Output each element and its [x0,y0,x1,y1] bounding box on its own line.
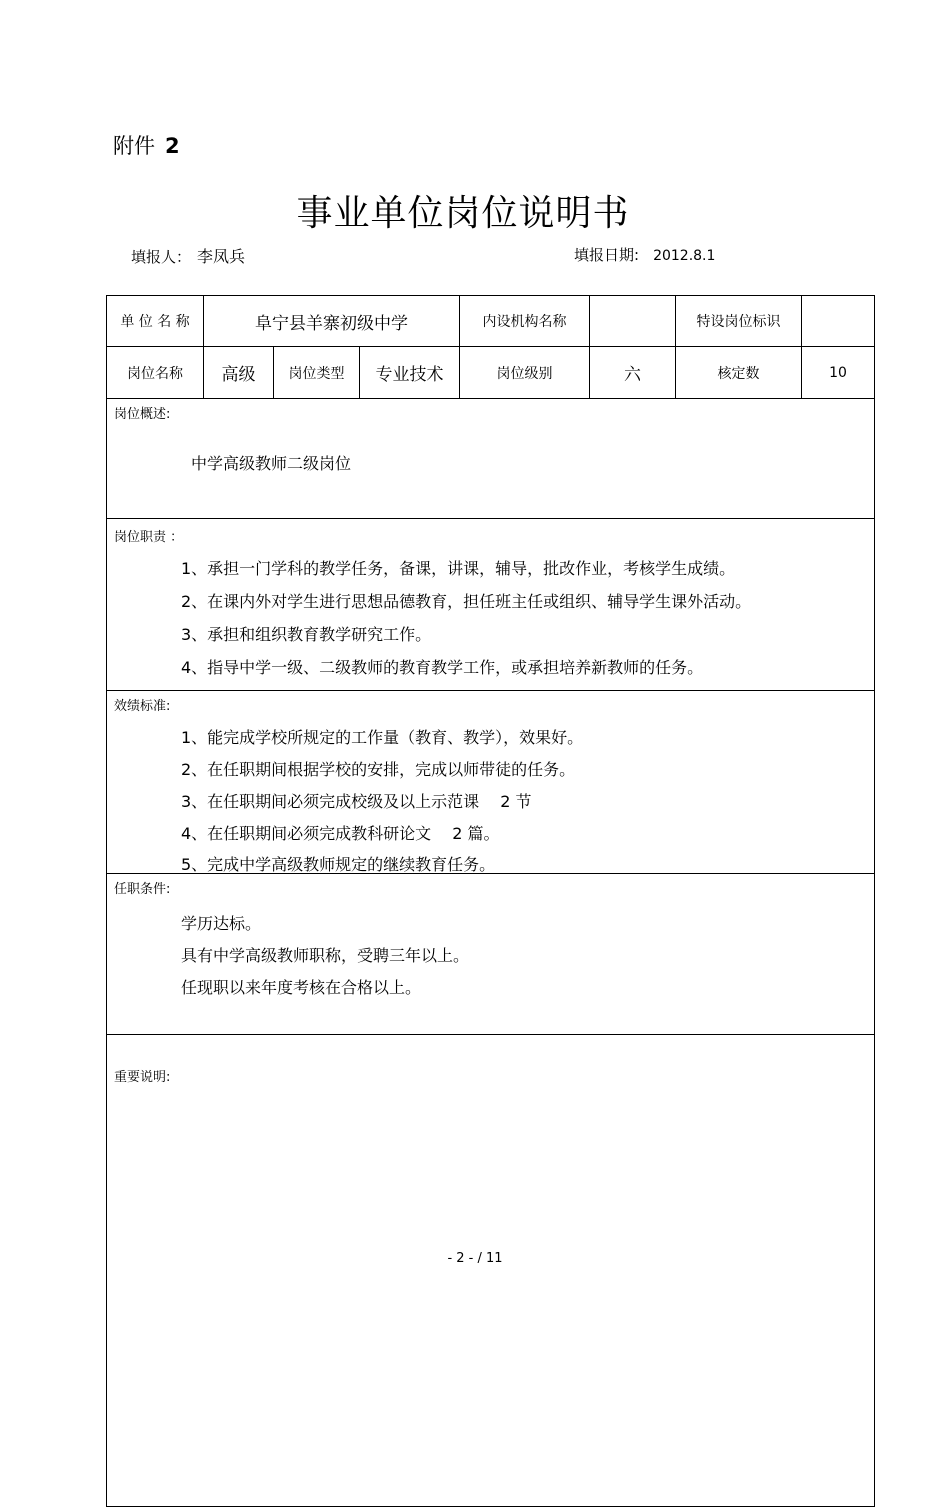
duties-label: 岗位职责 ： [114,530,184,545]
standards-label: 效绩标准: [114,699,171,714]
dept-name-value [590,296,676,347]
quota-value: 10 [802,347,874,399]
duty-item: 3、承担和组织教育教学研究工作。 [181,625,432,644]
requirements-label: 任职条件: [114,882,171,897]
filler-name: 李凤兵 [197,247,246,266]
standard-item: 5、完成中学高级教师规定的继续教育任务。 [181,855,496,874]
attachment-label: 附件 2 [113,134,180,158]
post-name-value: 高级 [204,347,274,399]
document-title: 事业单位岗位说明书 [296,193,630,234]
unit-name-value: 阜宁县羊寨初级中学 [204,296,460,347]
quota-label: 核定数 [676,347,802,399]
page-number: - 2 - / 11 [447,1251,503,1266]
dept-name-label: 内设机构名称 [460,296,590,347]
date-field [574,244,715,265]
notes-section [107,1035,874,1506]
overview-section [107,399,874,519]
post-level-value: 六 [590,347,676,399]
attachment-number: 2 [165,134,180,158]
requirement-item: 学历达标。 [181,914,262,933]
requirements-section [107,874,874,1035]
requirement-item: 任现职以来年度考核在合格以上。 [181,978,422,997]
date-label: 填报日期: [574,246,640,264]
post-type-label: 岗位类型 [274,347,360,399]
post-name-label: 岗位名称 [107,347,204,399]
special-post-label: 特设岗位标识 [676,296,802,347]
requirement-item: 具有中学高级教师职称，受聘三年以上。 [181,946,470,965]
standard-item: 3、在任职期间必须完成校级及以上示范课 2 节 [181,792,532,811]
duties-section [107,519,874,691]
post-level-label: 岗位级别 [460,347,590,399]
post-type-value: 专业技术 [360,347,460,399]
filler-label: 填报人： [131,248,192,266]
duty-item: 1、承担一门学科的教学任务，备课，讲课，辅导，批改作业，考核学生成绩。 [181,559,736,578]
unit-name-label: 单 位 名 称 [107,296,204,347]
notes-label: 重要说明: [114,1070,171,1085]
standard-item: 4、在任职期间必须完成教科研论文 2 篇。 [181,824,500,843]
standard-item: 1、能完成学校所规定的工作量（教育、教学），效果好。 [181,728,584,747]
overview-text: 中学高级教师二级岗位 [191,454,352,473]
filler-field [131,244,245,267]
standard-item: 2、在任职期间根据学校的安排，完成以师带徒的任务。 [181,760,576,779]
special-post-value [802,296,874,347]
duty-item: 2、在课内外对学生进行思想品德教育，担任班主任或组织、辅导学生课外活动。 [181,592,752,611]
overview-label: 岗位概述: [114,407,171,422]
standards-section [107,691,874,874]
date-value: 2012.8.1 [653,248,716,264]
post-description-form [106,295,875,1507]
duty-item: 4、指导中学一级、二级教师的教育教学工作，或承担培养新教师的任务。 [181,658,704,677]
